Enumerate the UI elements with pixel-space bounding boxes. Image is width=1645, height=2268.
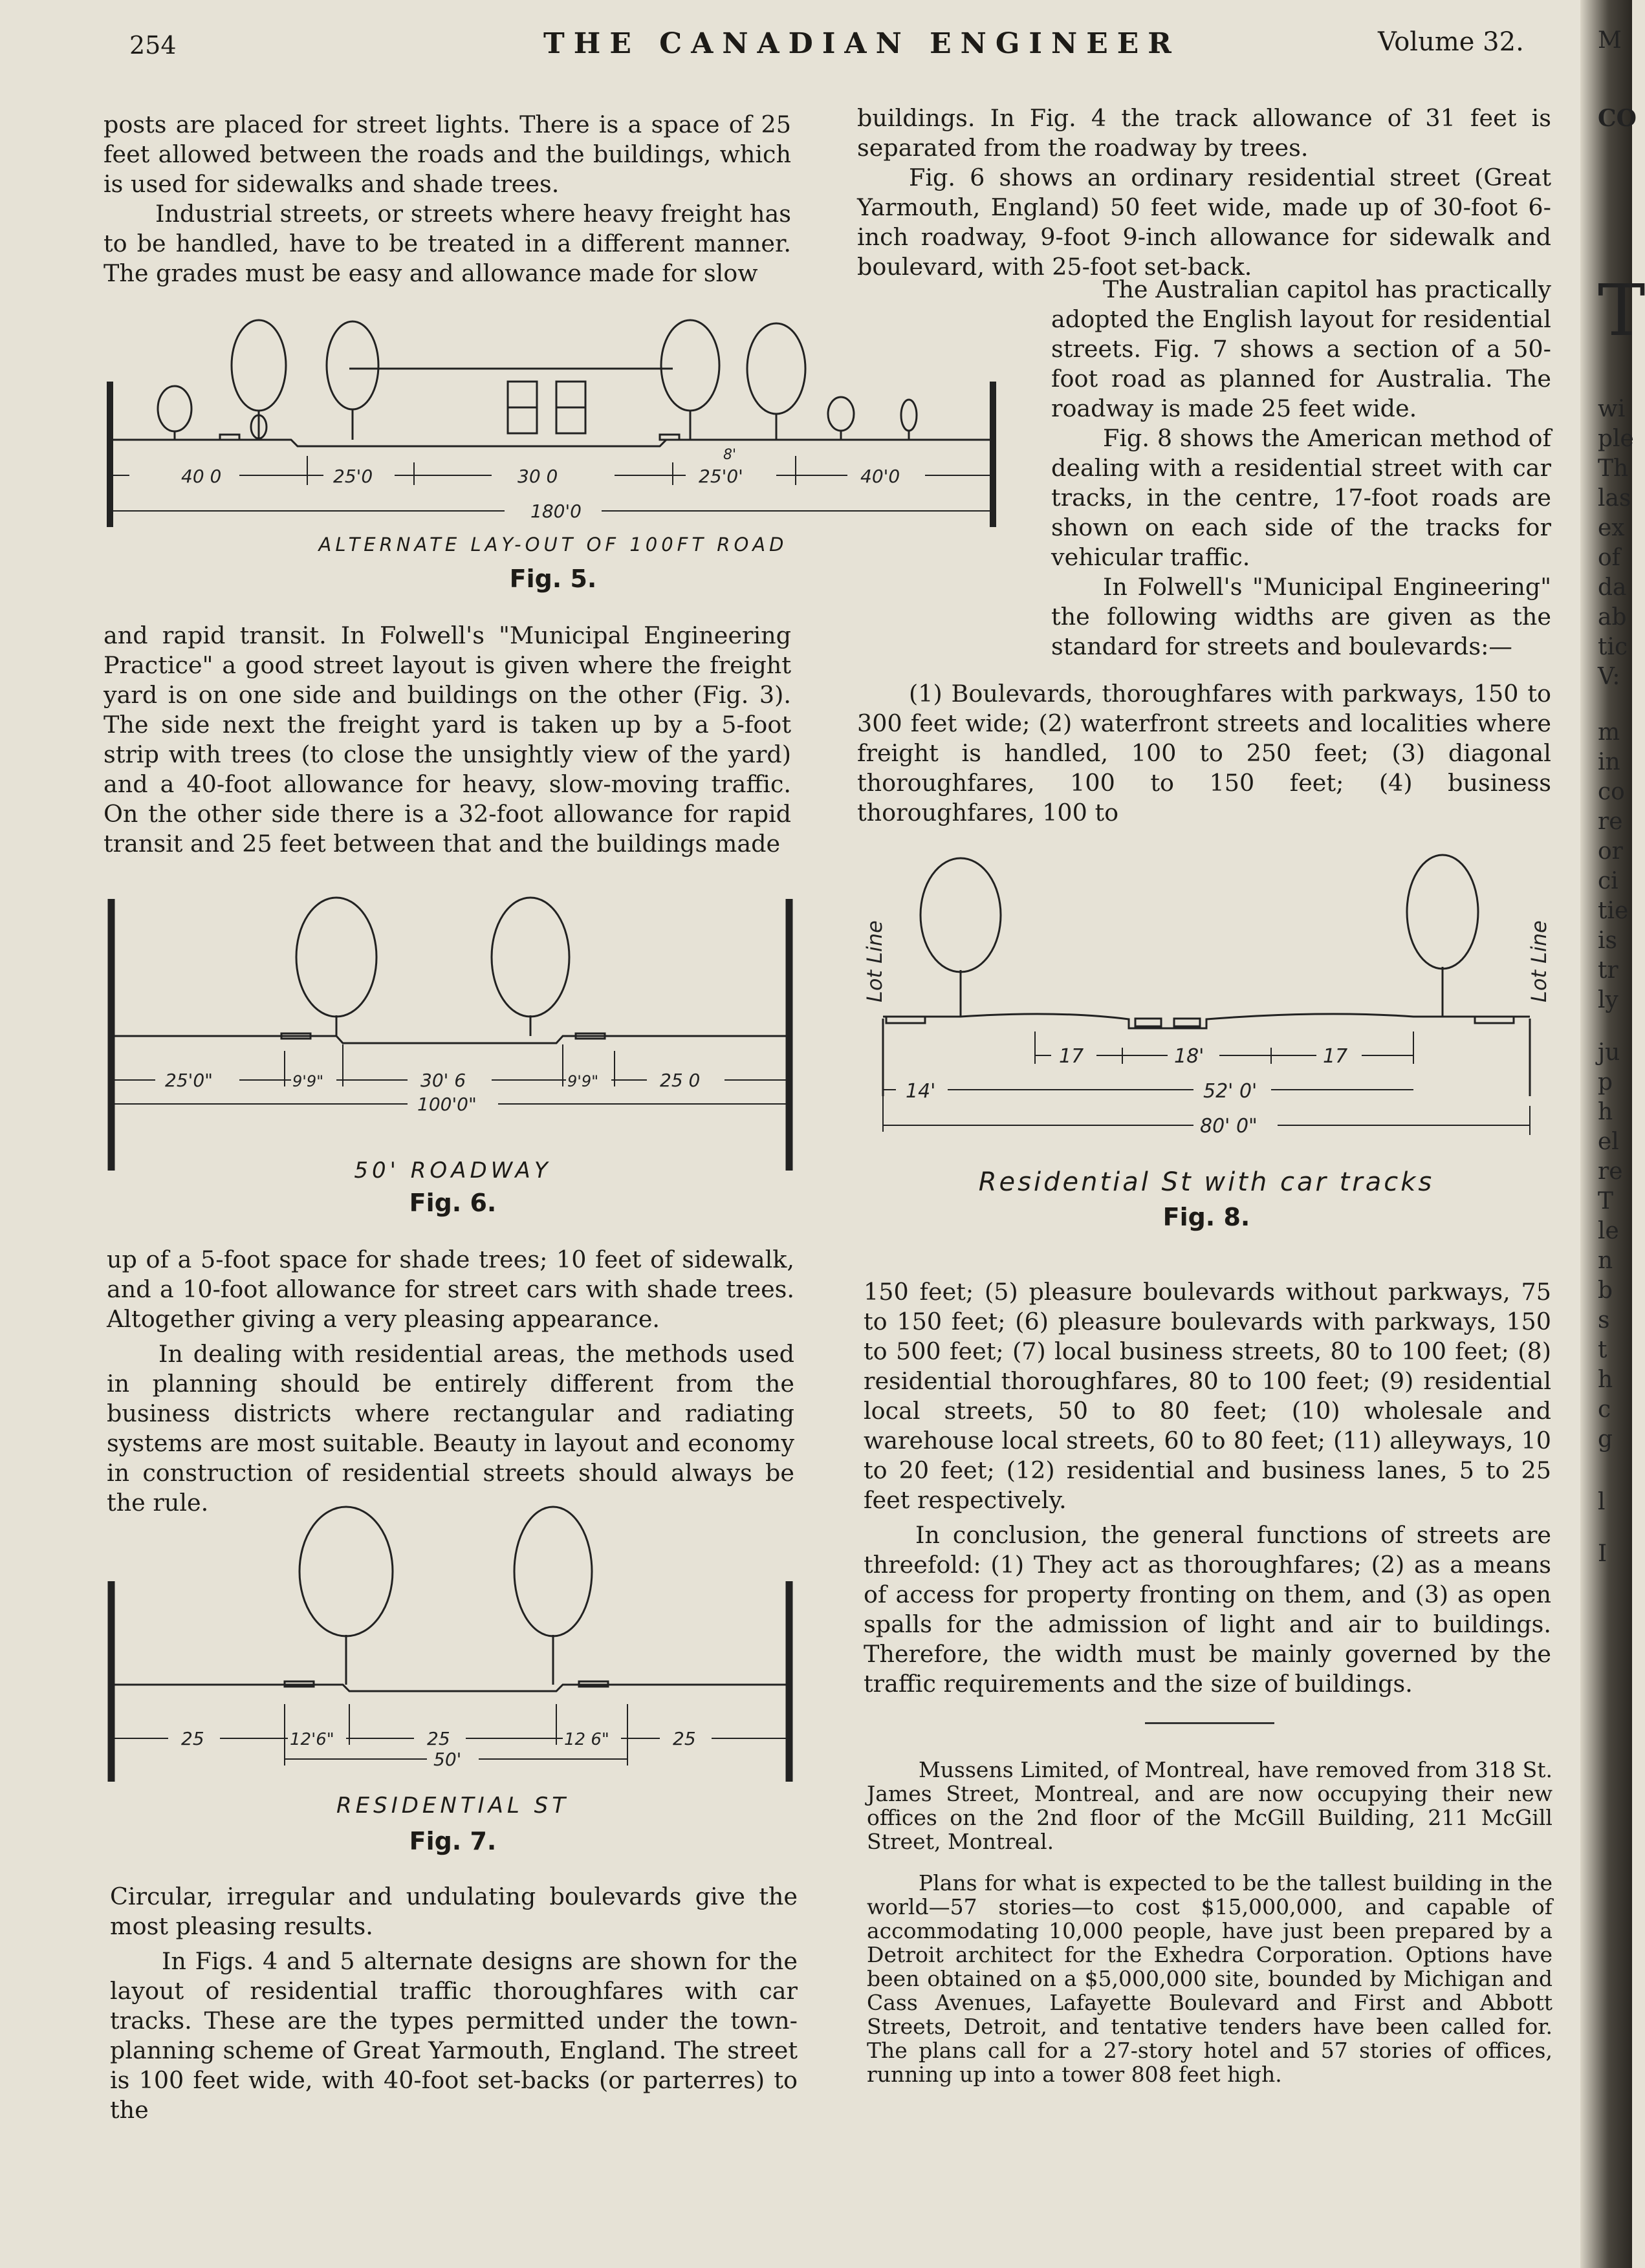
fragment: of: [1598, 545, 1620, 571]
fragment: ex: [1598, 515, 1625, 541]
fig6-dim-2: 9'9": [292, 1072, 324, 1090]
fig8-dim-5: 52' 0': [1203, 1080, 1258, 1103]
fig5-dim-5: 40'0: [860, 466, 900, 487]
fig7-dim-total: 50': [433, 1749, 462, 1770]
paragraph: Plans for what is expected to be the tallest building in the world—57 stories—to cost $15,000,000, and capable of accommodating 10,000 people, have just been prepared by a Detroit architect for the Exhedra Corporation. Options have been obtained on a $5,000,000 site, bounded by Michigan and Cass Avenues, Lafayette Boulevard and First and Abbott Streets, Detroit, and tentative tenders have been called for. The plans call for a 27-story hotel and 57 stories of offices, running up into a tower 808 feet high.: [867, 1870, 1552, 2087]
fragment: s: [1598, 1307, 1610, 1334]
fig5-caption: Fig. 5.: [509, 565, 597, 593]
fig6-dim-3: 30' 6: [420, 1070, 466, 1091]
fragment: g: [1598, 1426, 1613, 1453]
fig5-dim-total: 180'0: [530, 501, 582, 522]
fragment: l: [1598, 1489, 1606, 1515]
fig8-title: Residential St with car tracks: [978, 1167, 1435, 1197]
fig5-dim-1: 40 0: [181, 466, 222, 487]
fragment: tie: [1598, 898, 1629, 924]
fig6-dim-5: 25 0: [660, 1070, 701, 1091]
fig7-dim-1: 25: [181, 1728, 204, 1749]
fig5-dim-4: 25'0': [699, 466, 743, 487]
fragment: el: [1598, 1129, 1619, 1155]
fig7-dim-4: 12 6": [564, 1730, 609, 1749]
figure-8: [857, 841, 1556, 1242]
fig6-dim-1: 25'0": [165, 1070, 213, 1091]
fig6-dim-4: 9'9": [567, 1072, 599, 1090]
paragraph: up of a 5-foot space for shade trees; 10 feet of sidewalk, and a 10-foot allowance for street cars with shade trees. Altogether giving a very pleasing appearance.: [107, 1246, 794, 1333]
paragraph: The Australian capitol has practically adopted the English layout for residential streets. Fig. 7 shows a section of a 50-foot road as planned for Australia. The roadway is made 25 feet wide.: [1051, 275, 1551, 422]
left-text-block-3: [107, 1245, 794, 1518]
fragment: ly: [1598, 987, 1618, 1013]
paragraph: buildings. In Fig. 4 the track allowance of 31 feet is separated from the roadway by trees.: [857, 104, 1551, 162]
fragment: T: [1598, 269, 1645, 352]
figure-5: [103, 310, 1003, 595]
fig5-dim-3: 30 0: [517, 466, 558, 487]
fragment: da: [1598, 574, 1627, 601]
right-text-block-3: [857, 679, 1551, 828]
figure-7: [103, 1494, 802, 1869]
fig8-dim-3: 17: [1323, 1045, 1348, 1068]
paragraph: Fig. 6 shows an ordinary residential street (Great Yarmouth, England) 50 feet wide, made up of 30-foot 6-inch roadway, 9-foot 9-inch allowance for sidewalk and boulevard, with 25-foot set-back.: [857, 164, 1551, 281]
fragment: h: [1598, 1099, 1613, 1125]
fragment: Th: [1598, 455, 1629, 482]
fig8-caption: Fig. 8.: [1162, 1203, 1250, 1231]
page-number: 254: [129, 31, 177, 59]
fig8-dim-1: 17: [1059, 1045, 1084, 1068]
fragment: CO: [1598, 105, 1637, 132]
fragment: I: [1598, 1540, 1607, 1567]
fig7-dim-3: 25: [427, 1728, 450, 1749]
fragment: T: [1598, 1188, 1614, 1215]
paragraph: Circular, irregular and undulating boulevards give the most pleasing results.: [110, 1883, 798, 1940]
fragment: n: [1598, 1247, 1613, 1274]
right-text-block-1: [857, 103, 1551, 282]
fragment: re: [1598, 1158, 1623, 1185]
fig7-caption: Fig. 7.: [409, 1827, 497, 1855]
fragment: ple: [1598, 426, 1634, 452]
fragment: t: [1598, 1337, 1607, 1363]
paragraph: In Folwell's "Municipal Engineering" the following widths are given as the standard for streets and boulevards:—: [1051, 573, 1551, 660]
volume-label: Volume 32.: [1378, 27, 1524, 57]
right-text-block-4: [864, 1277, 1551, 1699]
fig6-drawing: [103, 892, 802, 1151]
left-text-block-1: [103, 110, 791, 288]
fragment: M: [1598, 27, 1622, 54]
fig6-title: 50' ROADWAY: [354, 1158, 552, 1183]
fragment: h: [1598, 1366, 1613, 1393]
fig8-lot-line-right: Lot Line: [1527, 920, 1551, 1002]
fragment: V:: [1598, 664, 1620, 690]
journal-title: THE CANADIAN ENGINEER: [543, 27, 1181, 60]
fragment: or: [1598, 838, 1623, 865]
paragraph: Fig. 8 shows the American method of dealing with a residential street with car tracks, in the centre, 17-foot roads are shown on each side of the tracks for vehicular traffic.: [1051, 424, 1551, 571]
paragraph: posts are placed for street lights. There is a space of 25 feet allowed between the roads and the buildings, which is used for sidewalks and shade trees.: [103, 111, 791, 198]
fragment: co: [1598, 779, 1625, 805]
fig8-dim-total: 80' 0": [1200, 1115, 1258, 1138]
fragment: wi: [1598, 396, 1626, 422]
left-text-block-2: [103, 621, 791, 859]
fig5-dim-2: 25'0: [333, 466, 373, 487]
fragment: ci: [1598, 868, 1618, 894]
fragment: m: [1598, 719, 1620, 746]
fragment: las: [1598, 485, 1631, 512]
fragment: ab: [1598, 604, 1627, 631]
paragraph: (1) Boulevards, thoroughfares with parkways, 150 to 300 feet wide; (2) waterfront streets and localities where freight is handled, 100 to 250 feet; (3) diagonal thoroughfares, 100 to 150 feet; (4) business thoroughfares, 100 to: [857, 680, 1551, 826]
fragment: tic: [1598, 634, 1628, 660]
paragraph: In conclusion, the general functions of streets are threefold: (1) They act as thoroughfares; (2) as a means of access for property fronting on them, and (3) as open spalls for the admission of light and air to buildings. Therefore, the width must be mainly governed by the traffic requirements and the size of buildings.: [864, 1521, 1551, 1698]
fig7-drawing: [103, 1494, 802, 1791]
fragment: tr: [1598, 957, 1618, 984]
fragment: ju: [1598, 1039, 1620, 1066]
fig5-title: ALTERNATE LAY-OUT OF 100FT ROAD: [318, 534, 788, 556]
right-text-block-2: [1051, 275, 1551, 662]
paragraph: In Figs. 4 and 5 alternate designs are shown for the layout of residential traffic thoroughfares with car tracks. These are the types permitted under the town-planning scheme of Great Yarmouth, England. The street is 100 feet wide, with 40-foot set-backs (or parterres) to the: [110, 1947, 798, 2124]
fig8-dim-4: 14': [906, 1080, 936, 1103]
news-note-tallest-building: [867, 1871, 1552, 2086]
fragment: c: [1598, 1396, 1611, 1423]
fig6-caption: Fig. 6.: [409, 1189, 497, 1217]
fragment: in: [1598, 749, 1620, 775]
left-text-block-4: [110, 1882, 798, 2125]
fragment: b: [1598, 1277, 1613, 1304]
figure-6: [103, 892, 802, 1229]
paragraph: and rapid transit. In Folwell's "Municipal Engineering Practice" a good street layout is given where the freight yard is on one side and buildings on the other (Fig. 3). The side next the freight yard is taken up by a 5-foot strip with trees (to close the unsightly view of the yard) and a 40-foot allowance for heavy, slow-moving traffic. On the other side there is a 32-foot allowance for rapid transit and 25 feet between that and the buildings made: [103, 621, 791, 858]
news-note-mussens: [867, 1758, 1552, 1853]
paragraph: Industrial streets, or streets where heavy freight has to be handled, have to be treated in a different manner. The grades must be easy and allowance made for slow: [103, 200, 791, 287]
fragment: le: [1598, 1218, 1619, 1244]
fragment: re: [1598, 808, 1623, 835]
paragraph: 150 feet; (5) pleasure boulevards without parkways, 75 to 150 feet; (6) pleasure boulevards with parkways, 150 to 500 feet; (7) local business streets, 80 to 100 feet; (8) residential thoroughfares, 80 to 100 feet; (9) residential local streets, 50 to 80 feet; (10) wholesale and warehouse local streets, 60 to 80 feet; (11) alleyways, 10 to 20 feet; (12) residential and business lanes, 5 to 25 feet respectively.: [864, 1278, 1551, 1514]
fragment: p: [1598, 1069, 1613, 1096]
section-divider: [1145, 1722, 1274, 1724]
fig6-dim-total: 100'0": [417, 1094, 477, 1115]
paragraph: In dealing with residential areas, the methods used in planning should be entirely different from the business districts where rectangular and radiating systems are most suitable. Beauty in layout and economy in construction of residential streets should always be the rule.: [107, 1340, 794, 1517]
running-header: [129, 25, 1552, 70]
fig7-title: RESIDENTIAL ST: [336, 1793, 569, 1819]
fig7-dim-5: 25: [673, 1728, 696, 1749]
fig8-dim-2: 18': [1174, 1045, 1204, 1068]
fig5-dim-8: 8': [723, 447, 737, 463]
fig8-drawing: [857, 841, 1556, 1164]
paragraph: Mussens Limited, of Montreal, have removed from 318 St. James Street, Montreal, and are now occupying their new offices on the 2nd floor of the McGill Building, 211 McGill Street, Montreal.: [867, 1757, 1552, 1854]
fragment: is: [1598, 927, 1617, 954]
fig8-lot-line-left: Lot Line: [862, 920, 887, 1002]
fig7-dim-2: 12'6": [290, 1730, 334, 1749]
